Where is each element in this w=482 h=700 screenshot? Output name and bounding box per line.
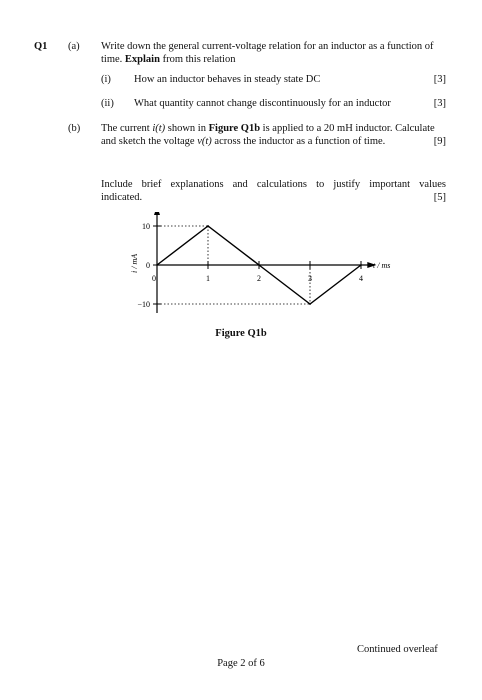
data-point — [309, 303, 311, 305]
x-tick-label: 0 — [152, 274, 156, 283]
part-b-line1: The current i(t) shown in Figure Q1b is applied to a 20 mH inductor. Calculate — [101, 123, 435, 134]
sub-item-marks: [3] — [433, 74, 446, 85]
sub-item-text: How an inductor behaves in steady state DC — [134, 74, 321, 85]
y-tick-label: 0 — [146, 261, 150, 270]
data-point — [207, 225, 209, 227]
sub-item-i — [101, 73, 446, 87]
part-b-line2: and sketch the voltage v(t) across the inductor as a function of time. [9] — [101, 136, 446, 148]
part-b-marks: [9] — [433, 136, 446, 148]
part-a-text — [101, 40, 446, 66]
y-tick-label: 10 — [142, 222, 150, 231]
figure-ref: Figure Q1b — [208, 123, 261, 134]
page-number: Page 2 of 6 — [217, 658, 265, 669]
y-axis-arrow — [154, 212, 160, 215]
include-line2: indicated. [5] — [101, 192, 446, 204]
data-point — [156, 264, 158, 266]
continued-overleaf: Continued overleaf — [357, 644, 438, 655]
sub-item-marks: [3] — [433, 98, 446, 109]
part-b-label: (b) — [68, 123, 81, 134]
question-number: Q1 — [34, 41, 48, 52]
part-a-line2: time. Explain from this relation — [101, 54, 236, 66]
figure-caption: Figure Q1b — [215, 328, 267, 339]
x-tick-label: 2 — [257, 274, 261, 283]
figure-q1b — [118, 212, 418, 322]
include-marks: [5] — [433, 192, 446, 204]
sub-item-label: (ii) — [101, 98, 114, 109]
part-a-line1: Write down the general current-voltage relation for an inductor as a function of — [101, 41, 434, 52]
y-axis-label: i / mA — [130, 253, 139, 273]
include-line1: Include brief explanations and calculations to justify important values — [101, 179, 446, 190]
explain-keyword: Explain — [124, 54, 160, 66]
sub-item-text: What quantity cannot change discontinuously for an inductor — [134, 98, 391, 109]
x-tick-label: 4 — [359, 274, 363, 283]
sub-item-ii — [101, 97, 446, 111]
part-b-include — [101, 178, 446, 204]
x-axis-label: t / ms — [373, 261, 391, 270]
part-b-text — [101, 122, 446, 148]
part-a-label: (a) — [68, 41, 80, 52]
x-tick-label: 3 — [308, 274, 312, 283]
y-tick-label: −10 — [137, 300, 150, 309]
sub-item-label: (i) — [101, 74, 111, 85]
data-point — [360, 264, 362, 266]
data-point — [258, 264, 260, 266]
x-tick-label: 1 — [206, 274, 210, 283]
